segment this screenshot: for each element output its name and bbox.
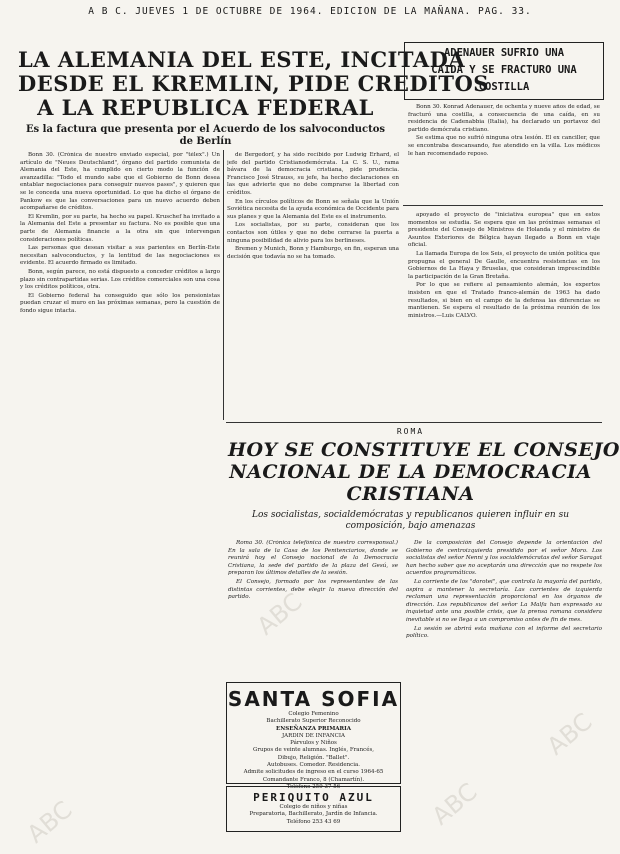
sidebar-headline-line-3: COSTILLA bbox=[478, 81, 530, 93]
ad-line: ENSEÑANZA PRIMARIA bbox=[276, 725, 351, 732]
paragraph: Roma 30. (Crónica telefónica de nuestro corresponsal.) En la sala de la Casa de los Penitenciarios, donde se reunirá hoy el Consejo nacional de la Democracia Cristiana, la sede del partido de la plaza del Gesú, se preparan los últimos detalles de la sesión. bbox=[228, 540, 398, 577]
page-header: A B C. JUEVES 1 DE OCTUBRE DE 1964. EDICION DE LA MAÑANA. PAG. 33. bbox=[88, 6, 532, 17]
paragraph: En los círculos políticos de Bonn se señala que la Unión Soviética necesita de la ayuda económica de Occidente para sus planes y que la Alemania del Este es el instrumento. bbox=[227, 198, 399, 220]
abc-watermark: ABC bbox=[21, 795, 78, 849]
ad-line: Dibujo, Religión. "Ballet". bbox=[277, 754, 350, 761]
ad-line: Autobuses. Comedor. Residencia. bbox=[266, 762, 360, 769]
ad-line: Párvulos y Niños bbox=[290, 740, 337, 747]
ad-line: Admite solicitudes de ingreso en el curso 1964-65 bbox=[243, 769, 384, 776]
roma-headline-line-2: NACIONAL DE LA DEMOCRACIA bbox=[229, 461, 592, 483]
abc-watermark: ABC bbox=[426, 777, 483, 831]
main-headline-line-3: A LA REPUBLICA FEDERAL bbox=[37, 95, 374, 120]
paragraph: El Consejo, formado por los representantes de las distintas corrientes, debe elegir la nueva dirección del partido. bbox=[228, 578, 398, 601]
ad-line: Colegio de niños y niñas bbox=[279, 804, 348, 810]
roma-article-column-1 bbox=[228, 540, 398, 675]
ad-line: Teléfono 253 43 69 bbox=[286, 818, 341, 825]
roma-article-column-2 bbox=[406, 540, 602, 832]
paragraph: De la composición del Consejo depende la orientación del Gobierno de centroizquierda presidido por el señor Moro. Los socialistas del señor Nenni y los socialdemócratas del señor Saragat han hecho saber que no aceptarán una dirección que no respete los acuerdos programáticos. bbox=[406, 540, 602, 577]
paragraph: Las personas que desean visitar a sus parientes en Berlín-Este necesitan salvoconductos, y la lentitud de las negociaciones es evidente. El acuerdo firmado es limitado. bbox=[20, 245, 220, 267]
main-subheadline: Es la factura que presenta por el Acuerdo de los salvoconductos de Berlín bbox=[25, 124, 386, 147]
ad-line: Grupos de veinte alumnas. Inglés, Francés, bbox=[252, 747, 375, 754]
paragraph: Bonn 30. (Crónica de nuestro enviado especial, por "télex".) Un artículo de "Neues Deutschland", órgano del partido comunista de Alemania del Este, ha cumplido en cierto modo la función de avanzadilla: "Todo el mundo sabe que el Gobierno de Bonn desea entablar negociaciones para conseguir nuevos pases", y quieren que se le conceda una nueva oportunidad. Lo que ha dicho el órgano de Pankow es que las conversaciones para un nuevo acuerdo deben acompañarse de créditos. bbox=[20, 152, 220, 212]
paragraph: Por lo que se refiere al pensamiento alemán, los expertos insisten en que el Tratado franco-alemán de 1963 ha dado resultados, si bien en el campo de la defensa las diferencias se mantienen. Se espera el resultado de la próxima reunión de los ministros.—Luis CALVO. bbox=[408, 282, 600, 319]
ad-line: Teléfono 259 37 56 bbox=[286, 783, 341, 790]
paragraph: de Bergedorf, y ha sido recibido por Ludwig Erhard, el jefe del partido Cristianodemócrata. La C. S. U., rama bávara de la democracia cristiana, pide prudencia. Francisco José Strauss, su jefe, ha hecho declaraciones en las que advierte que no debe comprarse la libertad con créditos. bbox=[227, 152, 399, 196]
paragraph: La sesión se abrirá esta mañana con el informe del secretario político. bbox=[406, 625, 602, 640]
column-divider bbox=[223, 150, 224, 420]
section-divider bbox=[403, 205, 603, 206]
paragraph: apoyado el proyecto de "iniciativa europea" que en estos momentos se estudia. Se espera que en las próximas semanas el presidente del Consejo de Ministros de Holanda y el ministro de Asuntos Exteriores de Bélgica hayan llegado a Bonn en viaje oficial. bbox=[408, 212, 600, 249]
sidebar-article-body bbox=[408, 104, 600, 199]
ad-line: Bachillerato Superior Reconocido bbox=[266, 718, 361, 725]
sidebar-headline-line-2: CAIDA Y SE FRACTURO UNA bbox=[431, 64, 577, 76]
ad-title: PERIQUITO AZUL bbox=[253, 791, 374, 804]
paragraph: El Gobierno federal ha conseguido que sólo los pensionistas puedan cruzar el muro en las próximas semanas, pero la cuestión de fondo sigue intacta. bbox=[20, 292, 220, 314]
paragraph: El Kremlin, por su parte, ha hecho su papel. Kruschef ha invitado a la Alemania del Este a presentar su factura. No es posible que una parte de Alemania financie a la otra sin que intervengan consideraciones políticas. bbox=[20, 213, 220, 243]
sidebar-headline-box bbox=[404, 42, 604, 100]
main-headline-line-2: DESDE EL KREMLIN, PIDE CREDITOS bbox=[18, 71, 489, 96]
main-article-column-1 bbox=[20, 152, 220, 822]
ad-line: Comandante Franco, 8 (Chamartín). bbox=[262, 776, 365, 783]
roma-subheadline: Los socialistas, socialdemócratas y republicanos quieren influir en su composición, bajo amenazas bbox=[251, 510, 570, 531]
sidebar-headline-line-1: ADENAUER SUFRIO UNA bbox=[443, 47, 565, 59]
paragraph: Bonn, según parece, no está dispuesto a conceder créditos a largo plazo sin contrapartidas serias. Los créditos comerciales son una cosa y los créditos políticos, otra. bbox=[20, 268, 220, 291]
roma-headline-line-3: CRISTIANA bbox=[346, 483, 475, 505]
paragraph: Se estima que no sufrió ninguna otra lesión. El ex canciller, que se encontraba descansando, fue atendido en la villa. Los médicos le han recomendado reposo. bbox=[408, 135, 600, 157]
roma-headline-line-1: HOY SE CONSTITUYE EL CONSEJO bbox=[228, 439, 620, 461]
santa-sofia-ad bbox=[226, 682, 401, 790]
continuation-column bbox=[408, 212, 600, 417]
roma-headline bbox=[228, 439, 620, 505]
ad-line: Colegio Femenino bbox=[288, 711, 339, 717]
main-article-column-2 bbox=[227, 152, 399, 417]
ad-title: SANTA SOFIA bbox=[227, 687, 400, 711]
periquito-azul-ad bbox=[226, 783, 401, 832]
ad-line: Preparatoria, Bachillerato, Jardín de Infancia. bbox=[249, 811, 378, 818]
paragraph: La corriente de los "dorotei", que controla la mayoría del partido, aspira a mantener la secretaría. Las corrientes de izquierda reclaman una representación proporcional en los órganos de dirección. Los republicanos del señor La Malfa han expresado su inquietud ante una posible crisis, que la prensa romana considera inevitable si no se llega a un compromiso antes de fin de mes. bbox=[406, 578, 602, 623]
paragraph: La llamada Europa de los Seis, el proyecto de unión política que propugna el general De Gaulle, encuentra resistencias en los Gobiernos de La Haya y Bruselas, que consideran imprescindible la participación de la Gran Bretaña. bbox=[408, 250, 600, 280]
main-headline bbox=[18, 47, 489, 120]
abc-watermark: ABC bbox=[251, 587, 308, 641]
section-divider bbox=[226, 422, 602, 423]
ad-line: JARDIN DE INFANCIA bbox=[281, 732, 346, 739]
paragraph: Los socialistas, por su parte, consideran que los contactos son útiles y que no debe cerrarse la puerta a ninguna posibilidad de alivio para los berlineses. bbox=[227, 222, 399, 244]
abc-watermark: ABC bbox=[541, 707, 598, 761]
paragraph: Bremen y Munich, Bonn y Hamburgo, en fin, esperan una decisión que todavía no se ha tomado. bbox=[227, 246, 399, 260]
roma-dateline: ROMA bbox=[396, 427, 425, 436]
main-headline-line-1: LA ALEMANIA DEL ESTE, INCITADA bbox=[18, 47, 466, 72]
paragraph: Bonn 30. Konrad Adenauer, de ochenta y nueve años de edad, se fracturó una costilla, a consecuencia de una caída, en su residencia de Cadenabbia (Italia), ha declarado un portavoz del partido demócrata cristiano. bbox=[408, 104, 600, 133]
